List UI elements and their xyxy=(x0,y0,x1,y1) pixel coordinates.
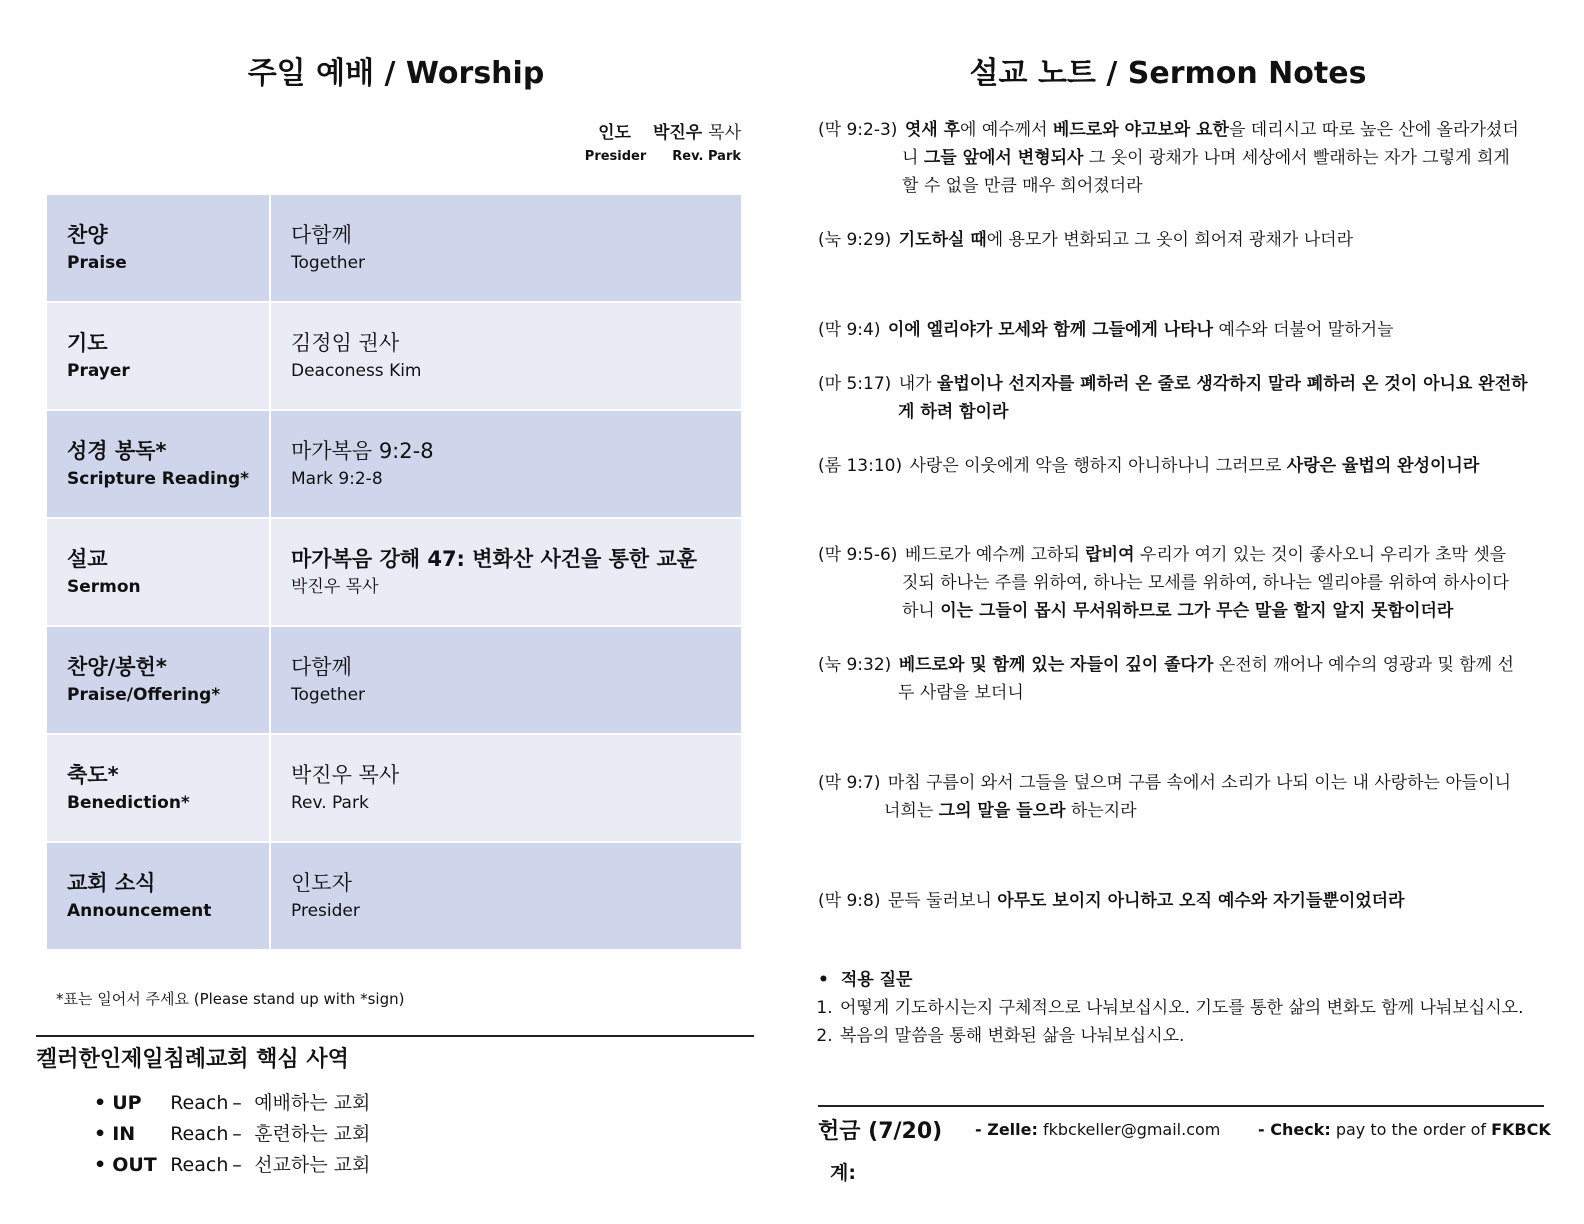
question-list xyxy=(818,994,1538,1050)
verse-text: 에 용모가 변화되고 그 옷이 희어져 광채가 나더라 xyxy=(986,230,1353,250)
sermon-notes-title: 설교 노트 / Sermon Notes xyxy=(969,56,1367,91)
ministry-reach: Reach xyxy=(170,1154,229,1176)
label-ko: 찬양/봉헌* xyxy=(67,655,167,679)
verse-bold: 이는 그들이 몹시 무서워하므로 그가 무슨 말을 할지 알지 못함이더라 xyxy=(940,601,1454,621)
worship-order-table xyxy=(45,193,743,951)
verse-text: 하니 xyxy=(902,601,941,621)
list-item xyxy=(94,1088,370,1119)
verse-text: 예수와 더불어 말하거늘 xyxy=(1213,320,1394,340)
list-item xyxy=(94,1119,370,1150)
verse-ref: (막 9:8) xyxy=(818,891,881,911)
label-ko: 성경 봉독* xyxy=(67,439,167,463)
label-en: Sermon xyxy=(67,577,141,597)
label-ko: 기도 xyxy=(67,331,108,355)
presider-block xyxy=(585,118,741,164)
row-value xyxy=(270,194,742,302)
row-label xyxy=(46,518,270,626)
verse-bold: 그들 앞에서 변형되사 xyxy=(923,148,1084,168)
ministry-reach: Reach xyxy=(170,1123,229,1145)
label-ko: 찬양 xyxy=(67,223,108,247)
sermon-title: 마가복음 강해 47: 변화산 사건을 통한 교훈 xyxy=(291,547,698,571)
verse-text: 문득 둘러보니 xyxy=(887,891,998,911)
table-row xyxy=(46,734,742,842)
row-label xyxy=(46,410,270,518)
ministry-title: 켈러한인제일침례교회 핵심 사역 xyxy=(36,1047,349,1072)
verse-ref: (막 9:2-3) xyxy=(818,120,898,140)
presider-label-en: Presider xyxy=(584,149,647,164)
verse-ref: (막 9:4) xyxy=(818,320,881,340)
verse-text: 그 옷이 광채가 나며 세상에서 빨래하는 자가 그렇게 희게 xyxy=(1083,148,1510,168)
verse-bold: 게 하려 함이라 xyxy=(898,402,1009,422)
check-info xyxy=(1258,1120,1551,1139)
table-row xyxy=(46,194,742,302)
label-ko: 설교 xyxy=(67,547,108,571)
verse-note xyxy=(818,370,1538,426)
check-label: - Check: xyxy=(1258,1120,1331,1139)
bullet: • xyxy=(94,1154,107,1176)
verse-text: 베드로가 예수께 고하되 xyxy=(904,545,1086,565)
row-label xyxy=(46,842,270,950)
ministry-text: 훈련하는 교회 xyxy=(254,1123,371,1145)
presider-label-ko: 인도 xyxy=(598,123,631,143)
label-en: Announcement xyxy=(67,901,212,921)
zelle-label: - Zelle: xyxy=(975,1120,1038,1139)
value-en: Rev. Park xyxy=(291,793,369,813)
value-ko: 인도자 xyxy=(291,871,352,895)
sermon-notes-column xyxy=(818,0,1550,1224)
label-en: Praise xyxy=(67,253,127,273)
label-ko: 축도* xyxy=(67,763,119,787)
row-value xyxy=(270,410,742,518)
row-value xyxy=(270,302,742,410)
verse-text: 온전히 깨어나 예수의 영광과 및 함께 선 xyxy=(1213,655,1514,675)
value-ko: 박진우 목사 xyxy=(291,763,400,787)
verse-note xyxy=(818,887,1538,915)
table-row xyxy=(46,626,742,734)
presider-name-en: Rev. Park xyxy=(672,149,741,164)
verse-ref: (막 9:5-6) xyxy=(818,545,898,565)
label-en: Prayer xyxy=(67,361,130,381)
verse-ref: (롬 13:10) xyxy=(818,456,903,476)
divider xyxy=(36,1035,754,1037)
table-row xyxy=(46,302,742,410)
check-text: pay to the order of xyxy=(1335,1120,1486,1139)
verse-ref: (눅 9:29) xyxy=(818,230,892,250)
value-en: Deaconess Kim xyxy=(291,361,422,381)
verse-text: 할 수 없을 만큼 매우 희어졌더라 xyxy=(902,176,1143,196)
verse-bold: 그의 말을 들으라 xyxy=(938,801,1066,821)
ministry-key: OUT xyxy=(112,1154,157,1176)
verse-note xyxy=(818,116,1538,200)
row-label xyxy=(46,302,270,410)
row-label xyxy=(46,626,270,734)
row-value xyxy=(270,626,742,734)
label-en: Benediction* xyxy=(67,793,190,813)
ministry-reach: Reach xyxy=(170,1092,229,1114)
ministry-dash: – xyxy=(232,1154,242,1176)
row-value xyxy=(270,518,742,626)
verse-text: 사랑은 이웃에게 악을 행하지 아니하나니 그러므로 xyxy=(909,456,1287,476)
verse-note xyxy=(818,316,1538,344)
verse-text: 하는지라 xyxy=(1065,801,1137,821)
ministry-key: UP xyxy=(112,1092,142,1114)
table-row xyxy=(46,842,742,950)
verse-ref: (막 9:7) xyxy=(818,773,881,793)
table-row xyxy=(46,410,742,518)
verse-text: 우리가 여기 있는 것이 좋사오니 우리가 초막 셋을 xyxy=(1134,545,1507,565)
ministry-key: IN xyxy=(112,1123,136,1145)
verse-bold: 랍비여 xyxy=(1085,545,1135,565)
verse-text: 니 xyxy=(902,148,924,168)
verse-note xyxy=(818,541,1538,625)
verse-text: 에 예수께서 xyxy=(960,120,1053,140)
value-ko: 다함께 xyxy=(291,655,352,679)
bullet: • xyxy=(94,1092,107,1114)
presider-title-ko: 목사 xyxy=(708,123,741,143)
ministry-text: 선교하는 교회 xyxy=(254,1154,371,1176)
worship-column xyxy=(36,0,756,1224)
row-label xyxy=(46,734,270,842)
verse-ref: (눅 9:32) xyxy=(818,655,892,675)
value-en: 박진우 목사 xyxy=(291,577,379,597)
worship-title: 주일 예배 / Worship xyxy=(247,56,545,91)
verse-text: 마침 구름이 와서 그들을 덮으며 구름 속에서 소리가 나되 이는 내 사랑하는 아들이니 xyxy=(887,773,1512,793)
row-value xyxy=(270,842,742,950)
list-item xyxy=(94,1150,370,1181)
presider-name-ko: 박진우 xyxy=(652,123,703,143)
check-payee: FKBCK xyxy=(1491,1120,1551,1139)
value-en: Together xyxy=(291,253,366,273)
value-ko: 김정임 권사 xyxy=(291,331,400,355)
verse-bold: 사랑은 율법의 완성이니라 xyxy=(1286,456,1480,476)
label-en: Praise/Offering* xyxy=(67,685,221,705)
verse-text: 너희는 xyxy=(884,801,939,821)
verse-bold: 엿새 후 xyxy=(904,120,960,140)
verse-bold: 베드로와 야고보와 요한 xyxy=(1052,120,1229,140)
application-title: • 적용 질문 xyxy=(818,966,1538,994)
verse-bold: 베드로와 및 함께 있는 자들이 깊이 졸다가 xyxy=(898,655,1214,675)
label-ko: 교회 소식 xyxy=(67,871,156,895)
value-ko: 다함께 xyxy=(291,223,352,247)
ministry-dash: – xyxy=(232,1092,242,1114)
value-en: Presider xyxy=(291,901,360,921)
offering-title: 헌금 (7/20) xyxy=(818,1119,943,1144)
verse-text: 두 사람을 보더니 xyxy=(898,683,1024,703)
list-item: 1. 어떻게 기도하시는지 구체적으로 나눠보십시오. 기도를 통한 삶의 변화도 함께 나눠보십시오. xyxy=(838,994,1538,1022)
value-ko: 마가복음 9:2-8 xyxy=(291,439,434,463)
verse-note xyxy=(818,769,1538,825)
verse-bold: 기도하실 때 xyxy=(898,230,987,250)
verse-bold: 아무도 보이지 아니하고 오직 예수와 자기들뿐이었더라 xyxy=(997,891,1405,911)
stand-up-note: *표는 일어서 주세요 (Please stand up with *sign) xyxy=(56,990,405,1008)
table-row xyxy=(46,518,742,626)
row-label xyxy=(46,194,270,302)
application-questions xyxy=(818,966,1538,1050)
value-en: Mark 9:2-8 xyxy=(291,469,383,489)
verse-note xyxy=(818,651,1538,707)
list-item: 2. 복음의 말씀을 통해 변화된 삶을 나눠보십시오. xyxy=(838,1022,1538,1050)
label-en: Scripture Reading* xyxy=(67,469,250,489)
verse-line xyxy=(818,144,1538,172)
verse-note xyxy=(818,226,1538,254)
ministry-list xyxy=(94,1088,370,1181)
zelle-info xyxy=(975,1120,1220,1139)
ministry-text: 예배하는 교회 xyxy=(254,1092,371,1114)
zelle-email: fkbckeller@gmail.com xyxy=(1042,1120,1221,1139)
verse-text: 짓되 하나는 주를 위하여, 하나는 모세를 위하여, 하나는 엘리야를 위하여 하사이다 xyxy=(902,573,1509,593)
verse-bold: 율법이나 선지자를 폐하러 온 줄로 생각하지 말라 폐하러 온 것이 아니요 완전하 xyxy=(936,374,1528,394)
bullet: • xyxy=(94,1123,107,1145)
ministry-dash: – xyxy=(232,1123,242,1145)
verse-bold: 이에 엘리야가 모세와 함께 그들에게 나타나 xyxy=(887,320,1214,340)
row-value xyxy=(270,734,742,842)
verse-text: 내가 xyxy=(898,374,937,394)
divider xyxy=(818,1105,1544,1107)
verse-ref: (마 5:17) xyxy=(818,374,892,394)
verse-note xyxy=(818,452,1538,480)
verse-text: 을 데리시고 따로 높은 산에 올라가셨더 xyxy=(1228,120,1519,140)
offering-total-label: 계: xyxy=(830,1162,856,1184)
value-en: Together xyxy=(291,685,366,705)
